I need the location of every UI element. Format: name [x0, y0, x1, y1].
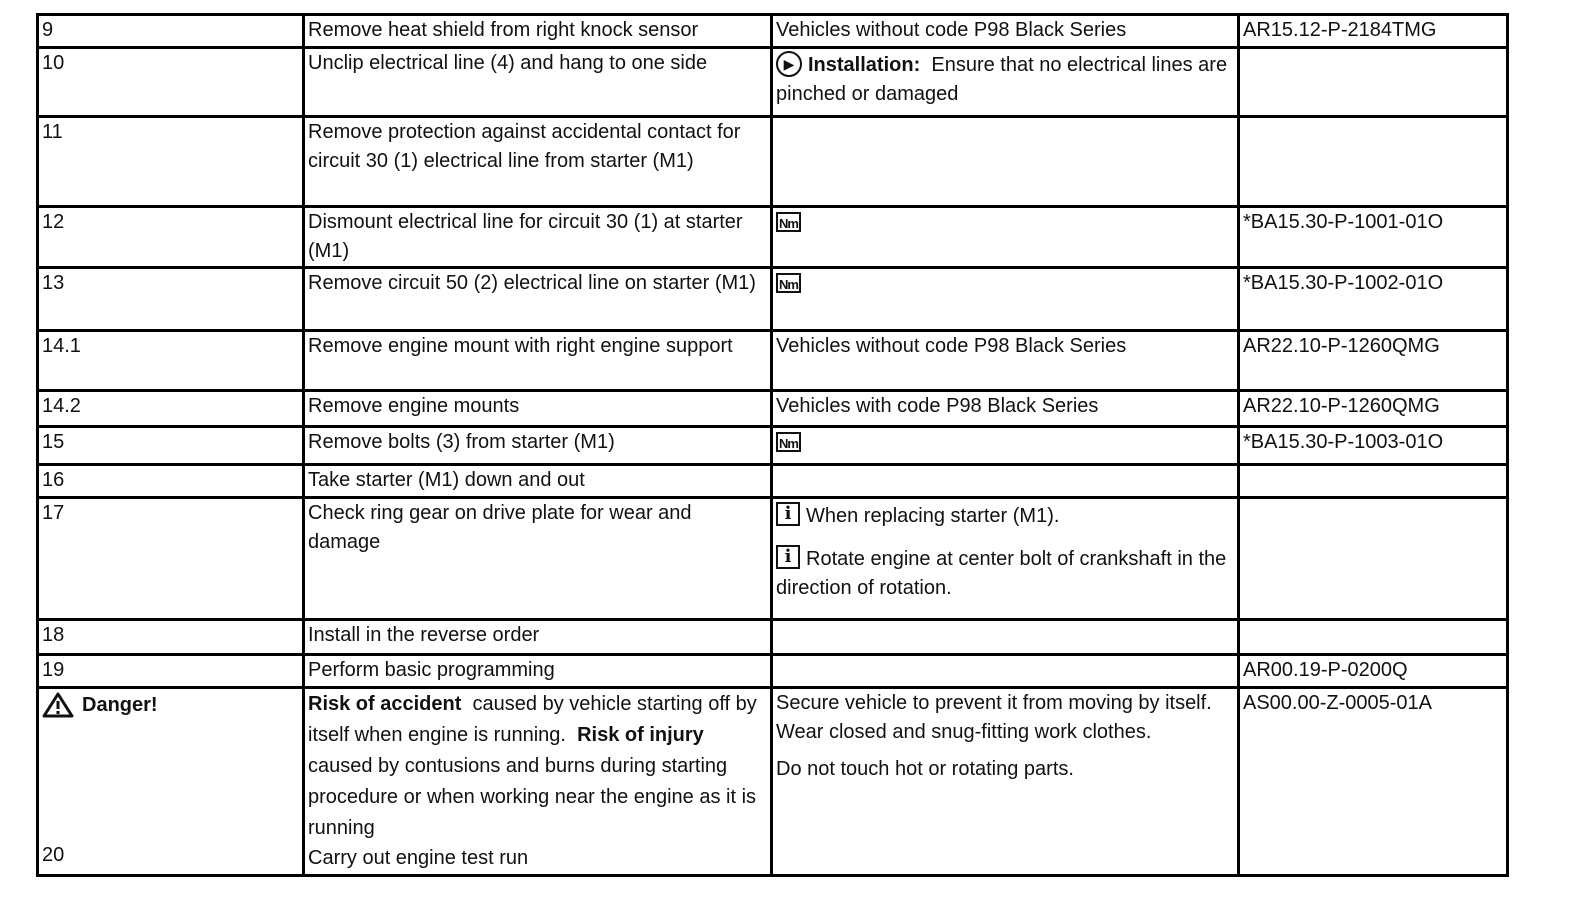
- step-reference[interactable]: AR22.10-P-1260QMG: [1239, 391, 1508, 427]
- step-number: 14.2: [38, 391, 304, 427]
- step-number: 17: [38, 498, 304, 620]
- step-action: Remove engine mount with right engine support: [304, 331, 772, 391]
- info-note-text: When replacing starter (M1).: [806, 505, 1060, 527]
- step-note: [772, 498, 1239, 620]
- step-number: 12: [38, 207, 304, 268]
- step-reference: [1239, 465, 1508, 498]
- danger-step-cell: [38, 688, 304, 876]
- step-reference[interactable]: AS00.00-Z-0005-01A: [1239, 688, 1508, 876]
- step-action: Take starter (M1) down and out: [304, 465, 772, 498]
- installation-note: Ensure that no electrical lines are pinched or damaged: [776, 54, 1228, 105]
- risk-of-injury-text: caused by contusions and burns during starting procedure or when working near the engine as it is running: [308, 755, 757, 839]
- step-note: [772, 207, 1239, 268]
- danger-measures-cell: [772, 688, 1239, 876]
- info-icon: i: [776, 502, 800, 526]
- step-number: 11: [38, 117, 304, 207]
- step-note: [772, 268, 1239, 331]
- spacer: [776, 531, 1234, 545]
- step-action: Remove engine mounts: [304, 391, 772, 427]
- info-note: [776, 502, 1234, 531]
- table-row: [38, 391, 1508, 427]
- step-note: [772, 48, 1239, 117]
- step-number: 18: [38, 620, 304, 655]
- step-note: Vehicles with code P98 Black Series: [772, 391, 1239, 427]
- step-note: Vehicles without code P98 Black Series: [772, 15, 1239, 48]
- table-row: [38, 15, 1508, 48]
- warning-triangle-icon-svg: [42, 692, 74, 718]
- step-reference: [1239, 498, 1508, 620]
- danger-risk-text: [308, 689, 767, 844]
- step-note: [772, 620, 1239, 655]
- table-row: [38, 117, 1508, 207]
- risk-of-accident-text: caused by vehicle starting off by itself when engine is running.: [308, 693, 757, 746]
- danger-measure: Wear closed and snug-fitting work clothes.: [776, 721, 1152, 743]
- step-number: 15: [38, 427, 304, 465]
- table-row: [38, 498, 1508, 620]
- table-row: [38, 465, 1508, 498]
- step-number: 19: [38, 655, 304, 688]
- step-number: 9: [38, 15, 304, 48]
- step-action: Dismount electrical line for circuit 30 (1) at starter (M1): [304, 207, 772, 268]
- step-reference: [1239, 48, 1508, 117]
- step-note: [772, 427, 1239, 465]
- table-row: [38, 688, 1508, 876]
- step-action: Perform basic programming: [304, 655, 772, 688]
- step-number: 16: [38, 465, 304, 498]
- table-row: [38, 48, 1508, 117]
- risk-of-injury-label: Risk of injury: [577, 724, 704, 746]
- table-row: [38, 268, 1508, 331]
- table-row: [38, 207, 1508, 268]
- installation-label: Installation:: [808, 54, 921, 76]
- step-reference[interactable]: AR15.12-P-2184TMG: [1239, 15, 1508, 48]
- torque-nm-icon: Nm: [776, 273, 801, 293]
- step-reference: [1239, 620, 1508, 655]
- info-note-text: Rotate engine at center bolt of crankshaft in the direction of rotation.: [776, 548, 1227, 599]
- info-icon: i: [776, 545, 800, 569]
- step-reference[interactable]: AR22.10-P-1260QMG: [1239, 331, 1508, 391]
- step-reference[interactable]: *BA15.30-P-1002-01O: [1239, 268, 1508, 331]
- step-number: 20: [42, 844, 65, 866]
- installation-icon: ▶: [776, 51, 802, 77]
- step-action: Carry out engine test run: [308, 847, 529, 869]
- step-number: 10: [38, 48, 304, 117]
- info-note: [776, 545, 1234, 603]
- table-row: [38, 427, 1508, 465]
- danger-measure: Do not touch hot or rotating parts.: [776, 758, 1074, 780]
- step-note: [772, 655, 1239, 688]
- step-reference[interactable]: AR00.19-P-0200Q: [1239, 655, 1508, 688]
- step-action: Install in the reverse order: [304, 620, 772, 655]
- torque-nm-icon: Nm: [776, 212, 801, 232]
- step-note: [772, 117, 1239, 207]
- step-note: Vehicles without code P98 Black Series: [772, 331, 1239, 391]
- danger-heading: [42, 689, 299, 727]
- step-note: [772, 465, 1239, 498]
- step-action: Remove bolts (3) from starter (M1): [304, 427, 772, 465]
- step-action: Remove protection against accidental contact for circuit 30 (1) electrical line from starter (M1): [304, 117, 772, 207]
- step-action: Remove heat shield from right knock sensor: [304, 15, 772, 48]
- warning-triangle-icon: [42, 692, 74, 727]
- table-row: [38, 620, 1508, 655]
- danger-label: Danger!: [82, 694, 158, 716]
- step-action: Unclip electrical line (4) and hang to one side: [304, 48, 772, 117]
- step-number: 14.1: [38, 331, 304, 391]
- step-reference[interactable]: *BA15.30-P-1001-01O: [1239, 207, 1508, 268]
- step-action: Remove circuit 50 (2) electrical line on starter (M1): [304, 268, 772, 331]
- spacer: [776, 747, 1234, 755]
- table-row: [38, 655, 1508, 688]
- risk-of-accident-label: Risk of accident: [308, 693, 462, 715]
- torque-nm-icon: Nm: [776, 432, 801, 452]
- table-row: [38, 331, 1508, 391]
- step-reference[interactable]: *BA15.30-P-1003-01O: [1239, 427, 1508, 465]
- step-number: 13: [38, 268, 304, 331]
- procedure-table: [36, 13, 1509, 877]
- step-reference: [1239, 117, 1508, 207]
- step-action: Check ring gear on drive plate for wear and damage: [304, 498, 772, 620]
- danger-measure: Secure vehicle to prevent it from moving by itself.: [776, 692, 1212, 714]
- danger-risk-cell: [304, 688, 772, 876]
